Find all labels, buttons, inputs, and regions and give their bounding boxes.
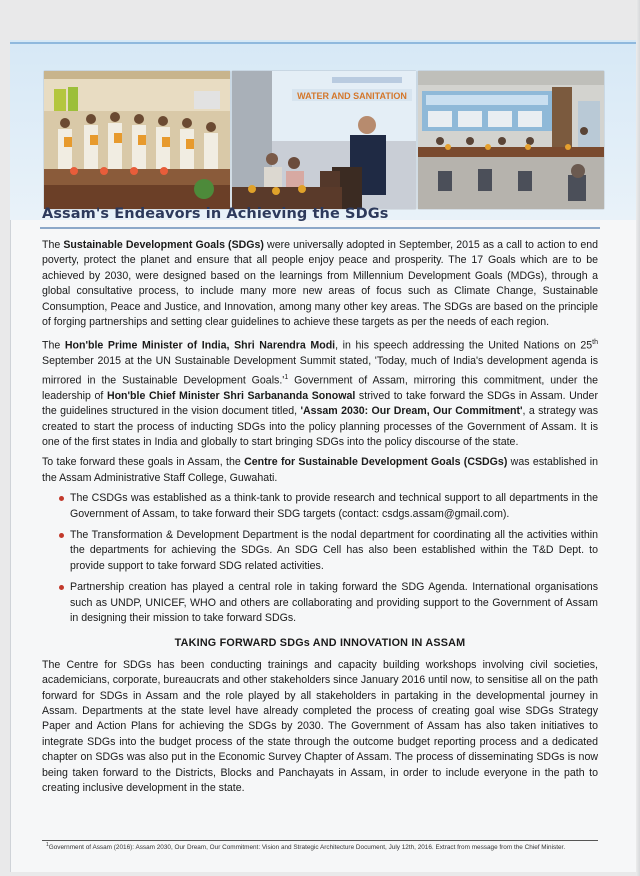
bold-term: Sustainable Development Goals (SDGs) — [63, 239, 264, 251]
bold-term: Centre for Sustainable Development Goals (CSDGs) — [244, 456, 508, 469]
list-item: Partnership creation has played a central role in taking forward the SDG Agenda. International organisations such as UNDP, UNICEF, WHO and others are collaborating and providing support to the Government of Assam in designing their mission to take forward SDGs. — [70, 580, 598, 626]
superscript: th — [592, 339, 598, 347]
photo-banner-text: WATER AND SANITATION — [297, 91, 407, 101]
photo-book-launch — [44, 71, 230, 209]
text: were universally adopted in September, 2015 as a call to action to end poverty, protect the planet and ensure that all people enjoy peace and prosperity. The 17 Goals which are to be achieved by 2030, were designed based on the learnings from Millennium Development Goals (MDGs), through a global consultative process, to include many more new areas of focus such as Climate Change, Sustainable Consumption, Peace and Justice, and Innovation, among many other key areas. The SDGs are based on the principle of forging partnerships and setting clear guidelines to achieve these targets as per the needs of each region. — [42, 239, 598, 329]
text: , a strategy was created to start the process of inducting SDGs into the policy planning processes of the Government of Assam. It is one of the first states in India and globally to start bringing SDGs into the policy discourse of the state. — [42, 405, 598, 448]
list-item: The Transformation & Development Department is the nodal department for coordinating all the activities within the departments for achieving the SDGs. An SDG Cell has also been established within the T&D Dept. to provide support to take forward SDG related activities. — [70, 528, 598, 574]
footnote-marker: 1 — [284, 373, 289, 381]
text: The — [42, 339, 65, 352]
paragraph-intro — [42, 238, 598, 330]
text: , in his speech addressing the United Nations on 25 — [335, 339, 593, 352]
list-item: The CSDGs was established as a think-tank to provide research and technical support to all departments in the Government of Assam, to take forward their SDG targets (contact: csdgs.assam@gmail.com). — [70, 491, 598, 522]
paragraph-prime-minister — [42, 335, 598, 450]
text: Government of Assam, mirroring this commitment, under the leadership of — [42, 374, 598, 402]
footnote-text: Government of Assam (2016): Assam 2030, Our Dream, Our Commitment: Vision and Strategic Architecture Document, July 12th, 2016. Extract from message from the Chief Minister. — [48, 844, 566, 852]
text: was established in the Assam Administrative Staff College, Guwahati. — [42, 456, 599, 484]
text: To take forward these goals in Assam, the — [42, 456, 245, 469]
photo-speech-sanitation — [232, 71, 416, 209]
bold-term: 'Assam 2030: Our Dream, Our Commitment' — [300, 405, 523, 418]
text: The — [42, 239, 64, 251]
page-title: Assam's Endeavors in Achieving the SDGs — [42, 206, 389, 222]
section-subheading: TAKING FORWARD SDGs AND INNOVATION IN ASSAM — [174, 637, 466, 650]
title-underline — [40, 227, 600, 229]
footnote-marker: 1 — [46, 842, 49, 848]
paragraph-csdgs — [42, 455, 598, 486]
article-body — [42, 238, 598, 801]
photo-conference-hall — [418, 71, 604, 209]
bold-term: Hon'ble Prime Minister of India, Shri Narendra Modi — [64, 339, 336, 352]
header-rule — [10, 42, 636, 44]
footnote-divider — [42, 840, 598, 841]
footnote — [46, 842, 602, 851]
bold-term: Hon'ble Chief Minister Shri Sarbananda Sonowal — [106, 389, 356, 402]
text: September 2015 at the UN Sustainable Development Summit stated, 'Today, much of India's development agenda is mirrored in the Sustainable Development Goals.' — [42, 355, 598, 387]
scan-edge — [636, 0, 640, 876]
text: strived to take forward the SDGs in Assam. Under the guidelines structured in the vision document titled, — [42, 389, 598, 418]
bullet-list — [42, 491, 598, 626]
paragraph-taking-forward: The Centre for SDGs has been conducting trainings and capacity building workshops involving civil societies, academicians, corporate, bureaucrats and other stakeholders since January 2016 until now, to sensitise all on the path forward for SDGs in Assam and the role played by all stakeholders in partaking in the developmental journey in Assam. Departments at the state level have already completed the process of creating goal wise SDGs Strategy Paper and Action Plans for achieving the SDGs by 2030. The Government of Assam has also taken initiatives to integrate SDGs into the budget process of the state through the outcome budget reporting process and a dedicated chapter on SDGs was also put in the Economic Survey Chapter of Assam. The process of disseminating SDGs is now being taken forward to the Districts, Blocks and Panchayats in Assam, in order to include everyone in the path to creating inclusive development in the state. — [42, 658, 598, 795]
